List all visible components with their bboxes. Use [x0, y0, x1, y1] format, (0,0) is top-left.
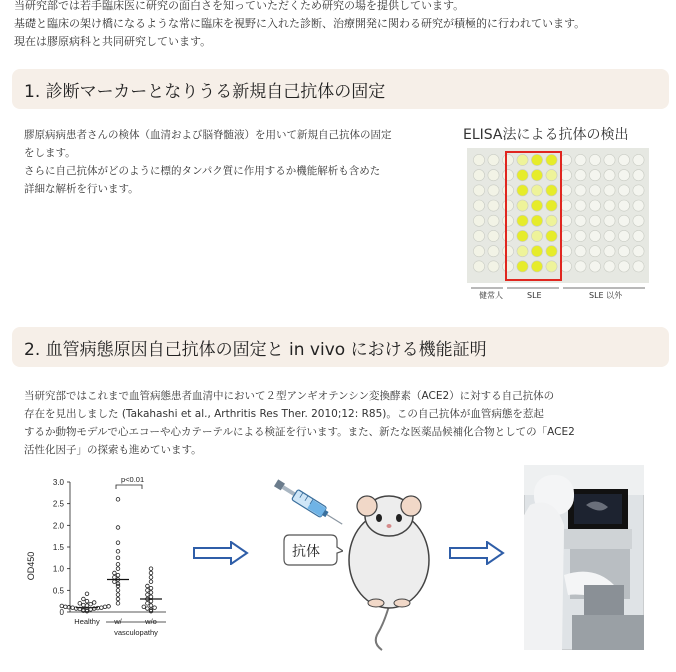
plate-well: [560, 246, 571, 257]
data-point: [149, 599, 153, 603]
section-1-line-2: をします。: [24, 147, 76, 159]
plate-well: [618, 154, 629, 165]
od450-chart-svg: [20, 470, 180, 648]
data-point: [116, 573, 120, 577]
plate-well: [618, 230, 629, 241]
data-point: [149, 604, 153, 608]
plate-well: [488, 200, 499, 211]
intro-text: [14, 0, 585, 51]
x-tick-label: w/: [114, 617, 122, 626]
section-1-text: [24, 126, 392, 198]
data-point: [71, 606, 75, 610]
plate-well: [488, 246, 499, 257]
data-point: [82, 603, 86, 607]
plate-well: [589, 200, 600, 211]
plate-well: [531, 215, 542, 226]
plate-well: [488, 154, 499, 165]
plate-well: [618, 261, 629, 272]
plate-well: [618, 185, 629, 196]
data-point: [142, 605, 146, 609]
data-point: [149, 576, 153, 580]
plate-well: [589, 261, 600, 272]
plate-well: [488, 185, 499, 196]
plate-well: [633, 185, 644, 196]
plate-well: [633, 215, 644, 226]
plate-well: [633, 200, 644, 211]
plate-well: [618, 246, 629, 257]
plate-well: [633, 170, 644, 181]
plate-well: [560, 261, 571, 272]
antibody-label: 抗体: [292, 544, 320, 560]
elisa-plate-image: [467, 148, 649, 303]
plate-well: [473, 230, 484, 241]
plate-well: [575, 215, 586, 226]
data-point: [100, 606, 104, 610]
plate-well: [560, 215, 571, 226]
section-1-line-1: 膠原病病患者さんの検体（血清および脳脊髄液）を用いて新規自己抗体の固定: [24, 129, 392, 141]
plate-well: [560, 200, 571, 211]
data-point: [149, 595, 153, 599]
y-tick-label: 1.0: [52, 564, 64, 574]
data-point: [146, 602, 150, 606]
plate-well: [546, 230, 557, 241]
section-2-line-2: 存在を見出しました (Takahashi et al., Arthritis Res Ther. 2010;12: R85)。この自己抗体が血管病態を惹起: [24, 408, 544, 420]
group-label: vasculopathy: [114, 628, 158, 637]
plate-well: [546, 200, 557, 211]
data-point: [85, 592, 89, 596]
plate-well: [546, 261, 557, 272]
data-point: [113, 571, 117, 575]
section-2-heading: [12, 327, 669, 367]
right-arrow-icon: [193, 541, 249, 565]
plate-well: [502, 154, 513, 165]
plate-well: [546, 215, 557, 226]
plate-well: [517, 185, 528, 196]
y-tick-label: 2.0: [52, 521, 64, 531]
data-point: [116, 526, 120, 530]
section-2-title: 2. 血管病態原因自己抗体の固定と in vivo における機能証明: [24, 340, 487, 360]
section-2-text: [24, 387, 575, 459]
y-tick-label: 2.5: [52, 499, 64, 509]
plate-well: [589, 154, 600, 165]
plate-well: [531, 170, 542, 181]
data-point: [116, 597, 120, 601]
data-point: [82, 597, 86, 601]
intro-line-1: 当研究部では若手臨床医に研究の面白さを知っていただくため研究の場を提供しています。: [14, 0, 465, 12]
data-point: [116, 550, 120, 554]
plate-well: [473, 154, 484, 165]
x-axis: [70, 612, 166, 626]
plate-well: [473, 261, 484, 272]
plate-well: [546, 246, 557, 257]
data-points: [60, 498, 156, 613]
data-point: [107, 605, 111, 609]
plate-well: [604, 200, 615, 211]
section-2-line-4: 活性化因子」の探索も進めています。: [24, 444, 202, 456]
data-point: [64, 605, 68, 609]
antibody-speech-bubble: [283, 529, 343, 573]
x-tick-label: Healthy: [74, 617, 100, 626]
plate-well: [517, 215, 528, 226]
mouse-illustration: [344, 488, 434, 657]
plate-well: [531, 200, 542, 211]
significance-bracket: [116, 485, 142, 489]
plate-well: [604, 185, 615, 196]
right-arrow-icon-2: [449, 541, 505, 565]
data-point: [153, 606, 157, 610]
plate-well: [473, 200, 484, 211]
plate-well: [517, 200, 528, 211]
plate-well: [473, 215, 484, 226]
plate-well: [531, 246, 542, 257]
data-point: [116, 556, 120, 560]
plate-well: [531, 230, 542, 241]
plate-well: [517, 261, 528, 272]
plate-well: [589, 230, 600, 241]
plate-well: [517, 246, 528, 257]
data-point: [116, 541, 120, 545]
label-healthy: 健常人: [479, 291, 503, 300]
plate-well: [560, 170, 571, 181]
plate-well: [589, 246, 600, 257]
data-point: [149, 580, 153, 584]
data-point: [149, 586, 153, 590]
data-point: [146, 607, 150, 611]
data-point: [146, 584, 150, 588]
plate-well: [604, 154, 615, 165]
plate-well: [618, 200, 629, 211]
data-point: [149, 571, 153, 575]
data-point: [116, 498, 120, 502]
data-point: [103, 605, 107, 609]
plate-well: [604, 230, 615, 241]
ultrasound-lab-photo: [524, 465, 644, 654]
plate-well: [502, 246, 513, 257]
plate-well: [546, 154, 557, 165]
plate-well: [560, 185, 571, 196]
section-1-heading: [12, 69, 669, 109]
data-point: [116, 563, 120, 567]
data-point: [113, 576, 117, 580]
plate-well: [575, 154, 586, 165]
data-point: [113, 580, 117, 584]
plate-well: [633, 261, 644, 272]
plate-well: [502, 200, 513, 211]
plate-well: [517, 170, 528, 181]
plate-well: [488, 215, 499, 226]
plate-well: [633, 230, 644, 241]
plate-well: [502, 215, 513, 226]
section-1-title: 1. 診断マーカーとなりうる新規自己抗体の固定: [24, 82, 386, 102]
data-point: [116, 567, 120, 571]
plate-well: [473, 185, 484, 196]
data-point: [89, 602, 93, 606]
plate-well: [517, 154, 528, 165]
section-2-line-3: するか動物モデルで心エコーや心カテーテルによる検証を行います。また、新たな医薬品候補化合物としての「ACE2: [24, 426, 575, 438]
plate-well: [502, 261, 513, 272]
section-1-line-4: 詳細な解析を行います。: [24, 183, 139, 195]
plate-well: [546, 185, 557, 196]
data-point: [85, 604, 89, 608]
plate-well: [604, 246, 615, 257]
data-point: [116, 602, 120, 606]
plate-well: [473, 170, 484, 181]
data-point: [149, 567, 153, 571]
data-point: [149, 591, 153, 595]
plate-well: [575, 230, 586, 241]
y-tick-label: 0: [59, 608, 64, 617]
plate-well: [604, 170, 615, 181]
plate-well: [502, 230, 513, 241]
plate-well: [546, 170, 557, 181]
data-point: [146, 593, 150, 597]
plate-well: [575, 185, 586, 196]
data-point: [85, 599, 89, 603]
intro-line-2: 基礎と臨床の架け橋になるような常に臨床を視野に入れた診断、治療開発に関わる研究が積極的に行われています。: [14, 17, 586, 30]
elisa-plate-figure: [467, 148, 649, 307]
label-sle: SLE: [527, 291, 542, 300]
section-1-line-3: さらに自己抗体がどのように標的タンパク質に作用するか機能解析も含めた: [24, 165, 381, 177]
significance-label: p<0.01: [121, 475, 145, 484]
label-non-sle: SLE 以外: [589, 291, 623, 300]
plate-well: [589, 215, 600, 226]
intro-line-3: 現在は膠原病科と共同研究しています。: [14, 35, 212, 48]
plate-well: [560, 230, 571, 241]
plate-well: [589, 170, 600, 181]
plate-well: [488, 261, 499, 272]
plate-well: [618, 215, 629, 226]
y-tick-label: 1.5: [52, 543, 64, 552]
elisa-figure-title: ELISA法による抗体の検出: [463, 127, 629, 143]
plate-well: [633, 154, 644, 165]
plate-well: [589, 185, 600, 196]
plate-well: [604, 215, 615, 226]
y-tick-label: 0.5: [52, 586, 64, 596]
plate-well: [575, 170, 586, 181]
plate-well: [575, 261, 586, 272]
y-axis: [53, 478, 70, 617]
plate-well: [531, 154, 542, 165]
data-point: [116, 593, 120, 597]
plate-well: [633, 246, 644, 257]
section-2-line-1: 当研究部ではこれまで血管病態患者血清中において２型アンギオテンシン変換酵素（ACE2）に対する自己抗体の: [24, 390, 555, 402]
plate-well: [560, 154, 571, 165]
y-axis-label: OD450: [26, 551, 36, 581]
plate-well: [575, 200, 586, 211]
plate-well: [604, 261, 615, 272]
plate-well: [517, 230, 528, 241]
data-point: [146, 589, 150, 593]
plate-well: [531, 261, 542, 272]
plate-well: [502, 170, 513, 181]
plate-well: [618, 170, 629, 181]
plate-well: [531, 185, 542, 196]
plate-well: [575, 246, 586, 257]
data-point: [78, 602, 82, 606]
data-point: [116, 589, 120, 593]
plate-well: [488, 230, 499, 241]
data-point: [92, 601, 96, 605]
y-tick-label: 3.0: [52, 478, 64, 487]
plate-well: [473, 246, 484, 257]
plate-well: [488, 170, 499, 181]
plate-well: [502, 185, 513, 196]
od450-chart: [20, 470, 180, 652]
x-tick-label: w/o: [145, 617, 157, 626]
